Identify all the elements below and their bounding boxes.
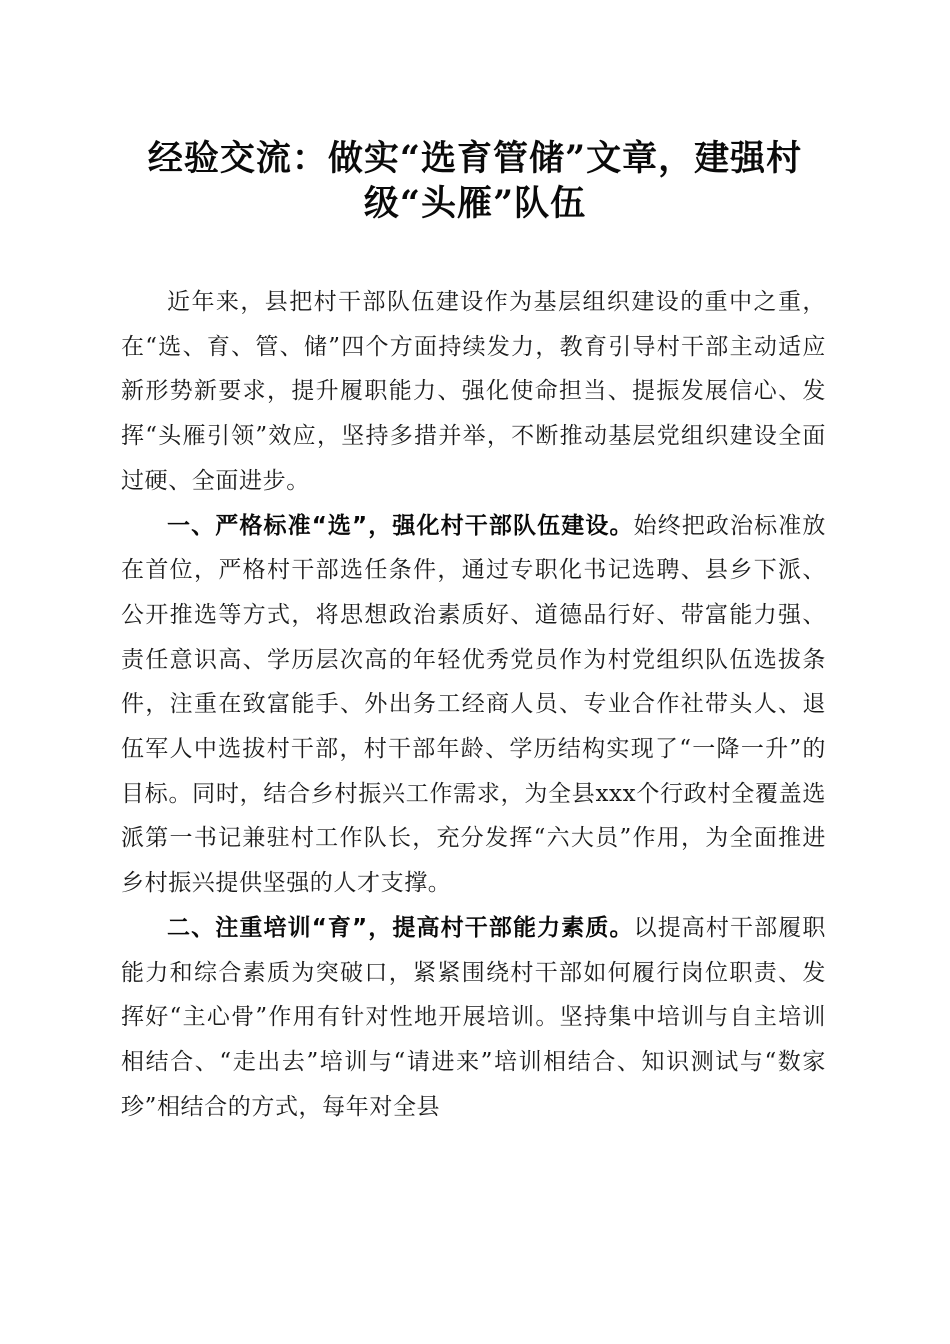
document-title — [110, 136, 840, 226]
document-body — [121, 280, 826, 1129]
title-line-2: 级“头雁”队伍 — [363, 183, 587, 224]
section-2-text: 以提高村干部履职能力和综合素质为突破口，紧紧围绕村干部如何履行岗位职责、发挥好“主心骨”作用有针对性地开展培训。坚持集中培训与自主培训相结合、“走出去”培训与“请进来”培训相结合、知识测试与“数家珍”相结合的方式，每年对全县 — [121, 914, 826, 1120]
title-line-1: 经验交流：做实“选育管储”文章，建强村 — [147, 138, 803, 179]
section-1-paragraph — [121, 504, 826, 906]
intro-paragraph: 近年来，县把村干部队伍建设作为基层组织建设的重中之重，在“选、育、管、储”四个方面持续发力，教育引导村干部主动适应新形势新要求，提升履职能力、强化使命担当、提振发展信心、发挥“头雁引领”效应，坚持多措并举，不断推动基层党组织建设全面过硬、全面进步。 — [121, 289, 826, 494]
section-2-paragraph — [121, 906, 826, 1130]
section-2-heading: 二、注重培训“育”，提高村干部能力素质。 — [167, 914, 634, 941]
section-1-text: 始终把政治标准放在首位，严格村干部选任条件，通过专职化书记选聘、县乡下派、公开推选等方式，将思想政治素质好、道德品行好、带富能力强、责任意识高、学历层次高的年轻优秀党员作为村党组织队伍选拔条件，注重在致富能手、外出务工经商人员、专业合作社带头人、退伍军人中选拔村干部，村干部年龄、学历结构实现了“一降一升”的目标。同时，结合乡村振兴工作需求，为全县xxx个行政村全覆盖选派第一书记兼驻村工作队长，充分发挥“六大员”作用，为全面推进乡村振兴提供坚强的人才支撑。 — [121, 512, 826, 897]
section-1-heading: 一、严格标准“选”，强化村干部队伍建设。 — [167, 512, 634, 539]
